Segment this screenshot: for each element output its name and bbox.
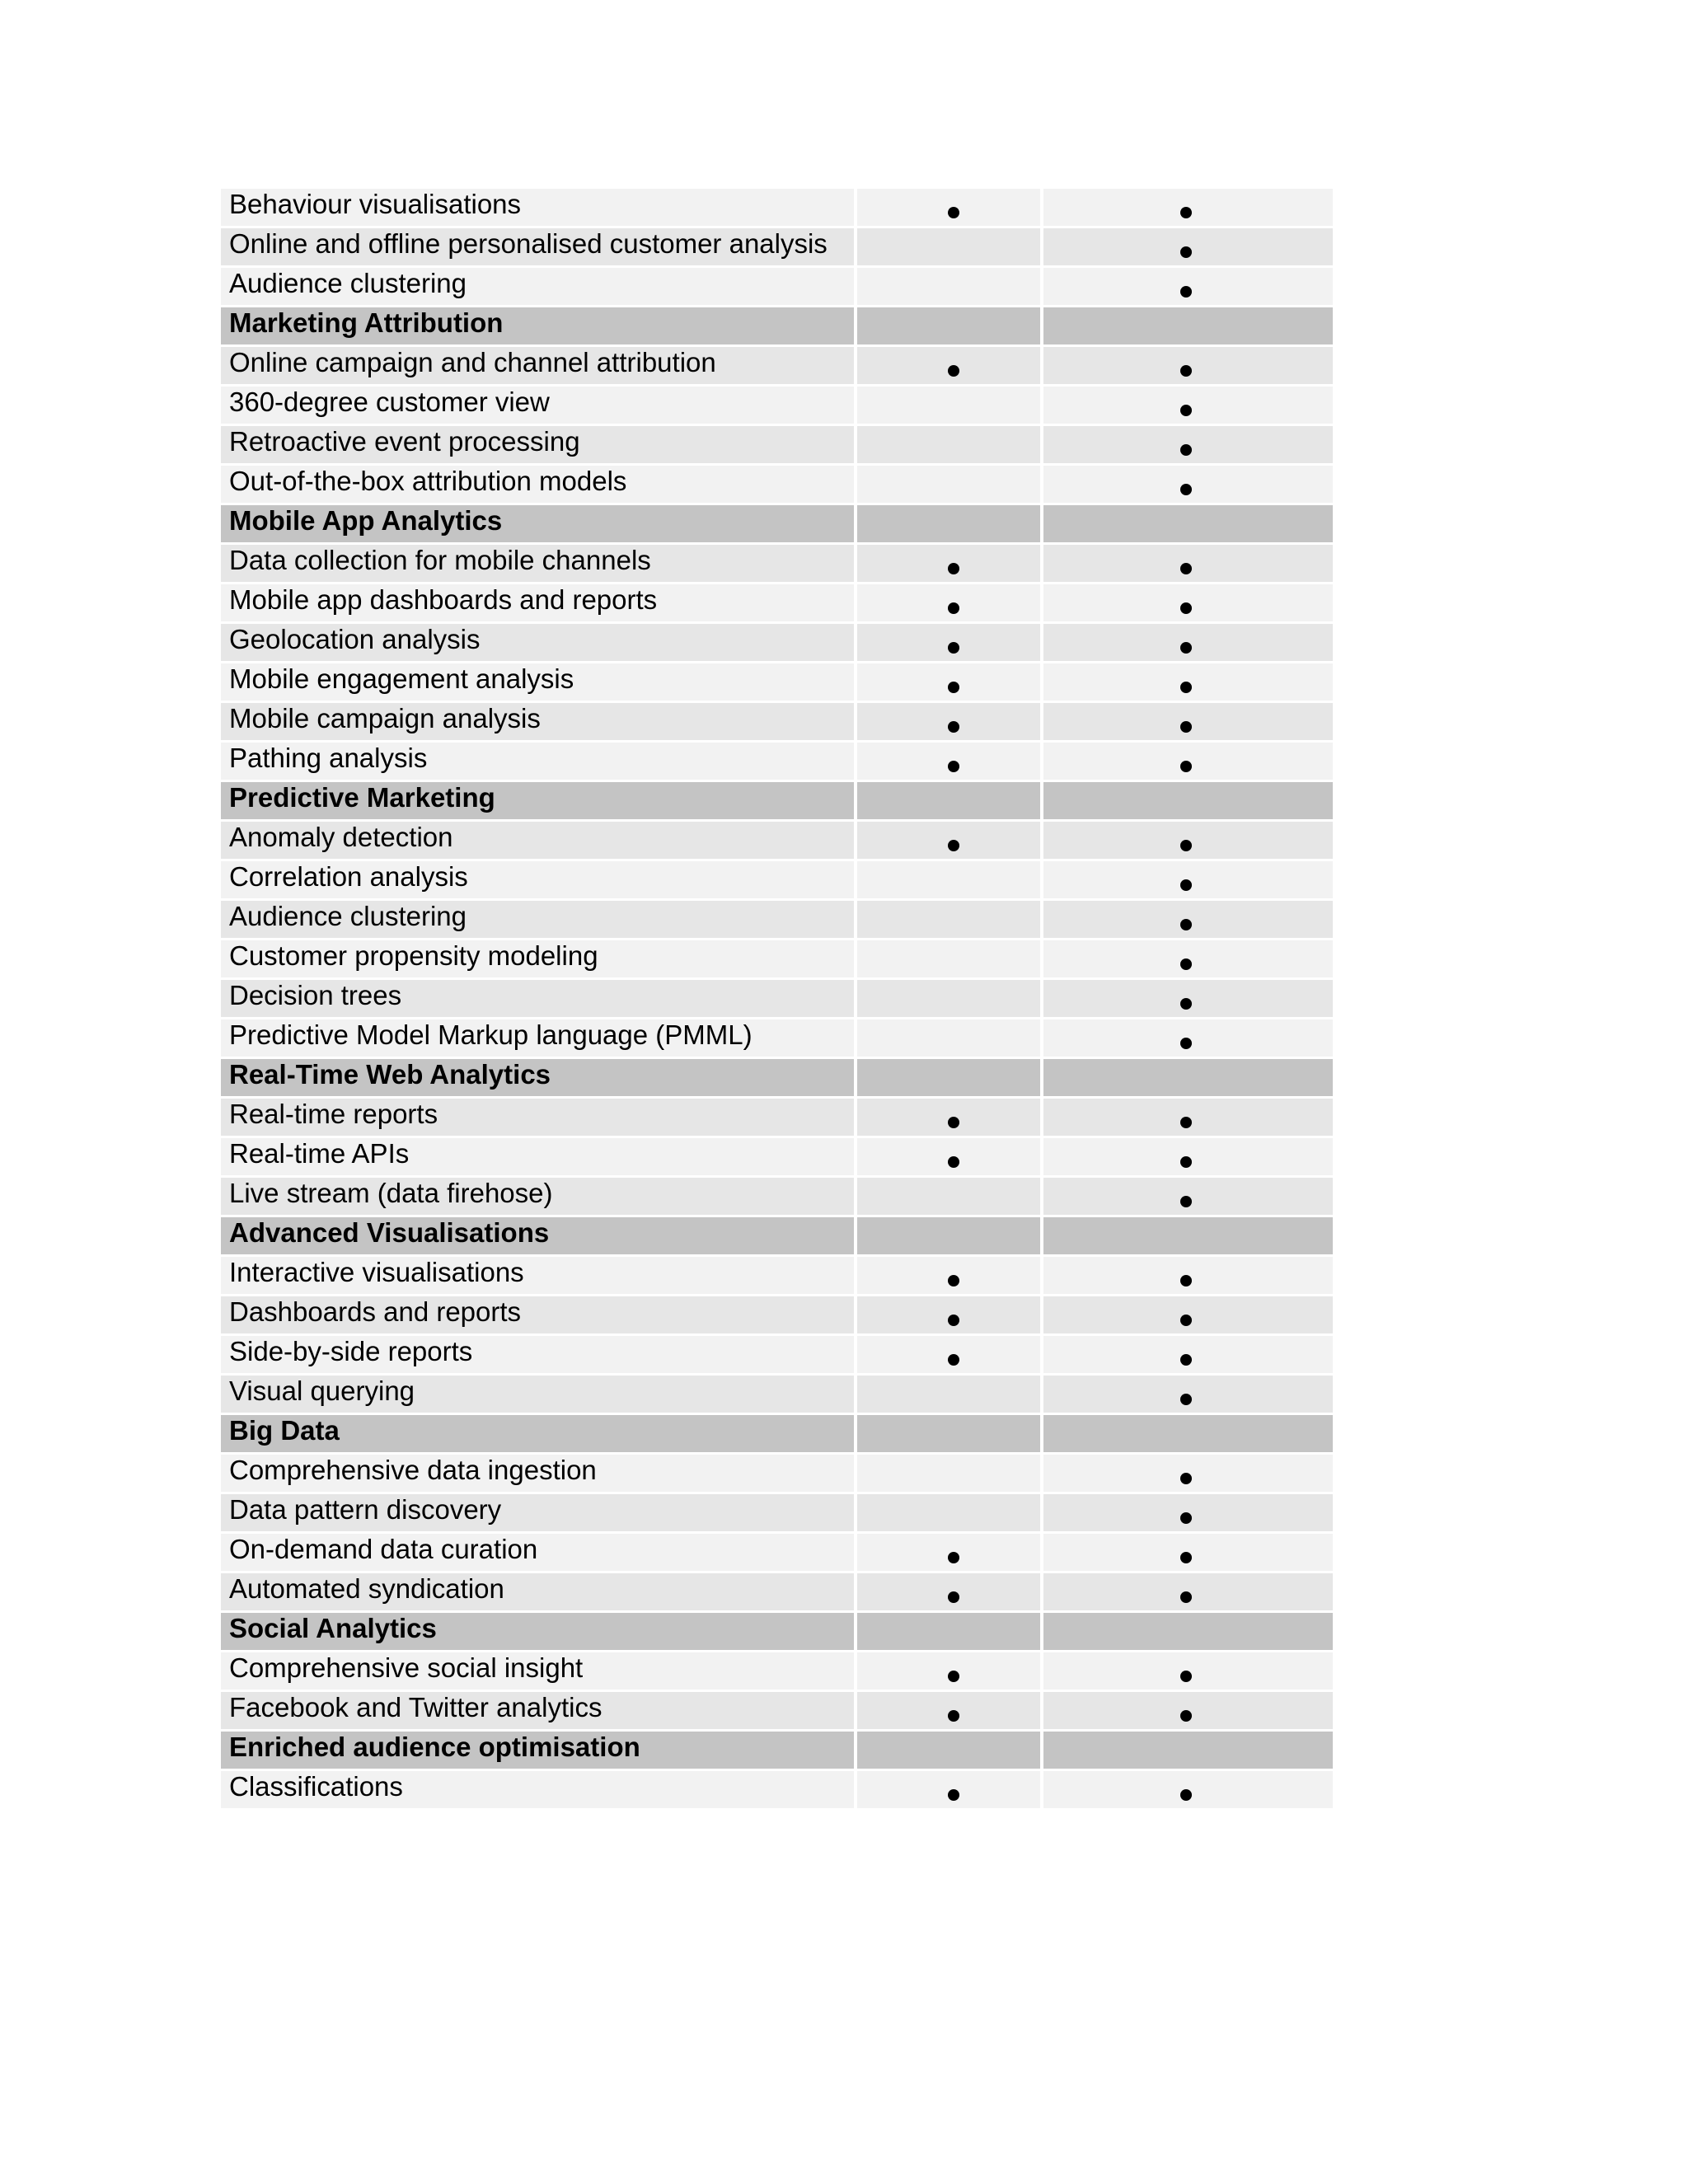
section-title: Marketing Attribution [229, 307, 504, 338]
table-row [221, 542, 1333, 582]
feature-cell-col-a [854, 1376, 1040, 1413]
section-title: Advanced Visualisations [229, 1217, 550, 1248]
feature-cell-col-a [854, 1178, 1040, 1215]
bullet-dot-icon [948, 1552, 959, 1563]
feature-cell-col-a [854, 505, 1040, 542]
feature-cell-col-b [1040, 1099, 1333, 1136]
feature-cell-col-a [854, 545, 1040, 582]
feature-cell-col-b [1040, 703, 1333, 740]
table-row [221, 1017, 1333, 1057]
feature-cell-col-b [1040, 782, 1333, 819]
bullet-dot-icon [1180, 563, 1192, 574]
table-row [221, 1452, 1333, 1492]
table-row [221, 1175, 1333, 1215]
table-row [221, 1531, 1333, 1571]
feature-name: Side-by-side reports [229, 1336, 473, 1366]
bullet-dot-icon [1180, 602, 1192, 614]
feature-cell-col-a [854, 703, 1040, 740]
feature-cell-col-b [1040, 307, 1333, 344]
table-row [221, 186, 1333, 226]
bullet-dot-icon [1180, 998, 1192, 1010]
table-row [221, 1373, 1333, 1413]
feature-cell-col-b [1040, 1494, 1333, 1531]
feature-cell-col-b [1040, 347, 1333, 384]
feature-cell-col-a [854, 307, 1040, 344]
bullet-dot-icon [1180, 1038, 1192, 1049]
feature-cell-col-a [854, 940, 1040, 977]
bullet-dot-icon [948, 642, 959, 654]
bullet-dot-icon [948, 1117, 959, 1128]
section-header-row [221, 1729, 1333, 1769]
bullet-dot-icon [948, 207, 959, 218]
section-header-row [221, 1215, 1333, 1254]
feature-name: Customer propensity modeling [229, 940, 598, 971]
section-header-row [221, 780, 1333, 819]
feature-cell-col-b [1040, 1257, 1333, 1294]
bullet-dot-icon [1180, 246, 1192, 258]
feature-cell-col-a [854, 822, 1040, 859]
bullet-dot-icon [1180, 1552, 1192, 1563]
bullet-dot-icon [948, 602, 959, 614]
feature-cell-col-a [854, 1732, 1040, 1769]
section-header-row [221, 503, 1333, 542]
section-header-row [221, 1413, 1333, 1452]
feature-cell-col-b [1040, 189, 1333, 226]
section-title: Real-Time Web Analytics [229, 1059, 551, 1090]
table-row [221, 1571, 1333, 1610]
feature-name: Automated syndication [229, 1573, 504, 1604]
table-row [221, 1492, 1333, 1531]
feature-cell-col-a [854, 426, 1040, 463]
table-row [221, 1254, 1333, 1294]
table-row [221, 1333, 1333, 1373]
feature-cell-col-a [854, 1455, 1040, 1492]
bullet-dot-icon [948, 365, 959, 377]
bullet-dot-icon [1180, 207, 1192, 218]
feature-cell-col-b [1040, 1336, 1333, 1373]
table-row [221, 1690, 1333, 1729]
feature-cell-col-a [854, 584, 1040, 621]
bullet-dot-icon [948, 1315, 959, 1326]
feature-cell-col-b [1040, 1613, 1333, 1650]
feature-cell-col-a [854, 782, 1040, 819]
feature-name: Decision trees [229, 980, 402, 1010]
table-row [221, 859, 1333, 898]
bullet-dot-icon [948, 1710, 959, 1722]
section-header-row [221, 1610, 1333, 1650]
feature-cell-col-b [1040, 861, 1333, 898]
feature-cell-col-b [1040, 1652, 1333, 1690]
section-title: Big Data [229, 1415, 340, 1446]
bullet-dot-icon [1180, 365, 1192, 377]
feature-cell-col-b [1040, 663, 1333, 701]
bullet-dot-icon [1180, 1671, 1192, 1682]
feature-cell-col-b [1040, 466, 1333, 503]
feature-cell-col-a [854, 228, 1040, 265]
table-row [221, 819, 1333, 859]
table-row [221, 701, 1333, 740]
section-title: Social Analytics [229, 1613, 437, 1643]
table-row [221, 661, 1333, 701]
feature-cell-col-b [1040, 624, 1333, 661]
bullet-dot-icon [1180, 1473, 1192, 1484]
feature-name: Visual querying [229, 1376, 415, 1406]
section-header-row [221, 305, 1333, 344]
feature-cell-col-a [854, 387, 1040, 424]
feature-name: Audience clustering [229, 901, 467, 931]
feature-cell-col-b [1040, 505, 1333, 542]
feature-name: Mobile app dashboards and reports [229, 584, 658, 615]
bullet-dot-icon [1180, 1315, 1192, 1326]
feature-comparison-table [221, 186, 1333, 1808]
feature-cell-col-a [854, 1652, 1040, 1690]
feature-cell-col-b [1040, 268, 1333, 305]
bullet-dot-icon [948, 721, 959, 733]
table-row [221, 1294, 1333, 1333]
feature-cell-col-a [854, 1257, 1040, 1294]
section-title: Enriched audience optimisation [229, 1732, 640, 1762]
bullet-dot-icon [1180, 1117, 1192, 1128]
bullet-dot-icon [1180, 1591, 1192, 1603]
feature-name: Comprehensive data ingestion [229, 1455, 597, 1485]
feature-cell-col-b [1040, 426, 1333, 463]
feature-cell-col-a [854, 901, 1040, 938]
feature-name: 360-degree customer view [229, 387, 550, 417]
bullet-dot-icon [948, 1156, 959, 1168]
feature-cell-col-a [854, 1494, 1040, 1531]
feature-name: Out-of-the-box attribution models [229, 466, 627, 496]
section-header-row [221, 1057, 1333, 1096]
feature-name: Pathing analysis [229, 743, 428, 773]
bullet-dot-icon [948, 682, 959, 693]
feature-cell-col-b [1040, 1732, 1333, 1769]
feature-cell-col-a [854, 1573, 1040, 1610]
feature-name: Online campaign and channel attribution [229, 347, 716, 377]
feature-cell-col-b [1040, 1217, 1333, 1254]
table-row [221, 621, 1333, 661]
bullet-dot-icon [1180, 1196, 1192, 1207]
feature-cell-col-a [854, 1534, 1040, 1571]
feature-cell-col-a [854, 1059, 1040, 1096]
bullet-dot-icon [1180, 444, 1192, 456]
table-row [221, 226, 1333, 265]
section-title: Mobile App Analytics [229, 505, 503, 536]
bullet-dot-icon [948, 1275, 959, 1286]
feature-cell-col-b [1040, 584, 1333, 621]
feature-cell-col-b [1040, 980, 1333, 1017]
feature-cell-col-a [854, 466, 1040, 503]
feature-cell-col-b [1040, 1296, 1333, 1333]
bullet-dot-icon [1180, 682, 1192, 693]
feature-name: On-demand data curation [229, 1534, 538, 1564]
table-row [221, 424, 1333, 463]
bullet-dot-icon [1180, 958, 1192, 970]
feature-cell-col-b [1040, 387, 1333, 424]
feature-cell-col-b [1040, 1534, 1333, 1571]
table-row [221, 1650, 1333, 1690]
feature-name: Facebook and Twitter analytics [229, 1692, 603, 1722]
bullet-dot-icon [1180, 721, 1192, 733]
feature-cell-col-a [854, 624, 1040, 661]
feature-cell-col-a [854, 1019, 1040, 1057]
feature-cell-col-a [854, 1296, 1040, 1333]
bullet-dot-icon [948, 1354, 959, 1366]
table-row [221, 938, 1333, 977]
bullet-dot-icon [1180, 1710, 1192, 1722]
bullet-dot-icon [948, 840, 959, 851]
bullet-dot-icon [948, 1591, 959, 1603]
feature-name: Comprehensive social insight [229, 1652, 584, 1683]
bullet-dot-icon [1180, 642, 1192, 654]
bullet-dot-icon [1180, 1789, 1192, 1801]
bullet-dot-icon [1180, 840, 1192, 851]
feature-name: Classifications [229, 1771, 403, 1802]
feature-cell-col-b [1040, 1415, 1333, 1452]
table-row [221, 1769, 1333, 1808]
feature-cell-col-a [854, 1415, 1040, 1452]
table-row [221, 463, 1333, 503]
bullet-dot-icon [1180, 1156, 1192, 1168]
feature-cell-col-a [854, 861, 1040, 898]
bullet-dot-icon [948, 1671, 959, 1682]
bullet-dot-icon [1180, 1275, 1192, 1286]
feature-cell-col-b [1040, 1059, 1333, 1096]
bullet-dot-icon [1180, 405, 1192, 416]
feature-name: Real-time reports [229, 1099, 438, 1129]
table-row [221, 384, 1333, 424]
feature-cell-col-b [1040, 1771, 1333, 1808]
feature-cell-col-b [1040, 822, 1333, 859]
feature-name: Predictive Model Markup language (PMML) [229, 1019, 753, 1050]
feature-cell-col-b [1040, 1573, 1333, 1610]
feature-cell-col-a [854, 1336, 1040, 1373]
feature-cell-col-a [854, 1692, 1040, 1729]
feature-name: Mobile campaign analysis [229, 703, 541, 733]
feature-name: Correlation analysis [229, 861, 468, 892]
feature-cell-col-a [854, 1138, 1040, 1175]
feature-cell-col-a [854, 1099, 1040, 1136]
feature-cell-col-b [1040, 1692, 1333, 1729]
feature-cell-col-b [1040, 901, 1333, 938]
feature-name: Interactive visualisations [229, 1257, 524, 1287]
bullet-dot-icon [948, 563, 959, 574]
feature-cell-col-b [1040, 940, 1333, 977]
bullet-dot-icon [1180, 1394, 1192, 1405]
table-row [221, 265, 1333, 305]
feature-name: Mobile engagement analysis [229, 663, 574, 694]
table-row [221, 898, 1333, 938]
bullet-dot-icon [948, 761, 959, 772]
feature-name: Retroactive event processing [229, 426, 580, 457]
bullet-dot-icon [1180, 1512, 1192, 1524]
feature-cell-col-b [1040, 1178, 1333, 1215]
feature-cell-col-b [1040, 1019, 1333, 1057]
feature-cell-col-a [854, 1613, 1040, 1650]
feature-name: Data collection for mobile channels [229, 545, 651, 575]
section-title: Predictive Marketing [229, 782, 495, 813]
feature-cell-col-b [1040, 1138, 1333, 1175]
feature-cell-col-b [1040, 545, 1333, 582]
feature-name: Geolocation analysis [229, 624, 481, 654]
feature-name: Dashboards and reports [229, 1296, 522, 1327]
feature-cell-col-a [854, 268, 1040, 305]
feature-cell-col-b [1040, 1376, 1333, 1413]
feature-cell-col-a [854, 663, 1040, 701]
feature-cell-col-a [854, 189, 1040, 226]
bullet-dot-icon [1180, 1354, 1192, 1366]
table-row [221, 740, 1333, 780]
bullet-dot-icon [948, 1789, 959, 1801]
table-row [221, 977, 1333, 1017]
feature-cell-col-b [1040, 743, 1333, 780]
feature-cell-col-a [854, 743, 1040, 780]
feature-cell-col-b [1040, 228, 1333, 265]
feature-cell-col-b [1040, 1455, 1333, 1492]
feature-name: Online and offline personalised customer analysis [229, 228, 828, 259]
feature-name: Behaviour visualisations [229, 189, 522, 219]
feature-cell-col-a [854, 1217, 1040, 1254]
table-row [221, 344, 1333, 384]
feature-name: Anomaly detection [229, 822, 453, 852]
table-row [221, 1096, 1333, 1136]
feature-cell-col-a [854, 1771, 1040, 1808]
table-row [221, 1136, 1333, 1175]
bullet-dot-icon [1180, 919, 1192, 930]
feature-name: Data pattern discovery [229, 1494, 502, 1525]
bullet-dot-icon [1180, 484, 1192, 495]
table-row [221, 582, 1333, 621]
feature-name: Live stream (data firehose) [229, 1178, 553, 1208]
bullet-dot-icon [1180, 879, 1192, 891]
feature-cell-col-a [854, 980, 1040, 1017]
feature-name: Audience clustering [229, 268, 467, 298]
bullet-dot-icon [1180, 286, 1192, 298]
bullet-dot-icon [1180, 761, 1192, 772]
feature-name: Real-time APIs [229, 1138, 410, 1169]
feature-cell-col-a [854, 347, 1040, 384]
